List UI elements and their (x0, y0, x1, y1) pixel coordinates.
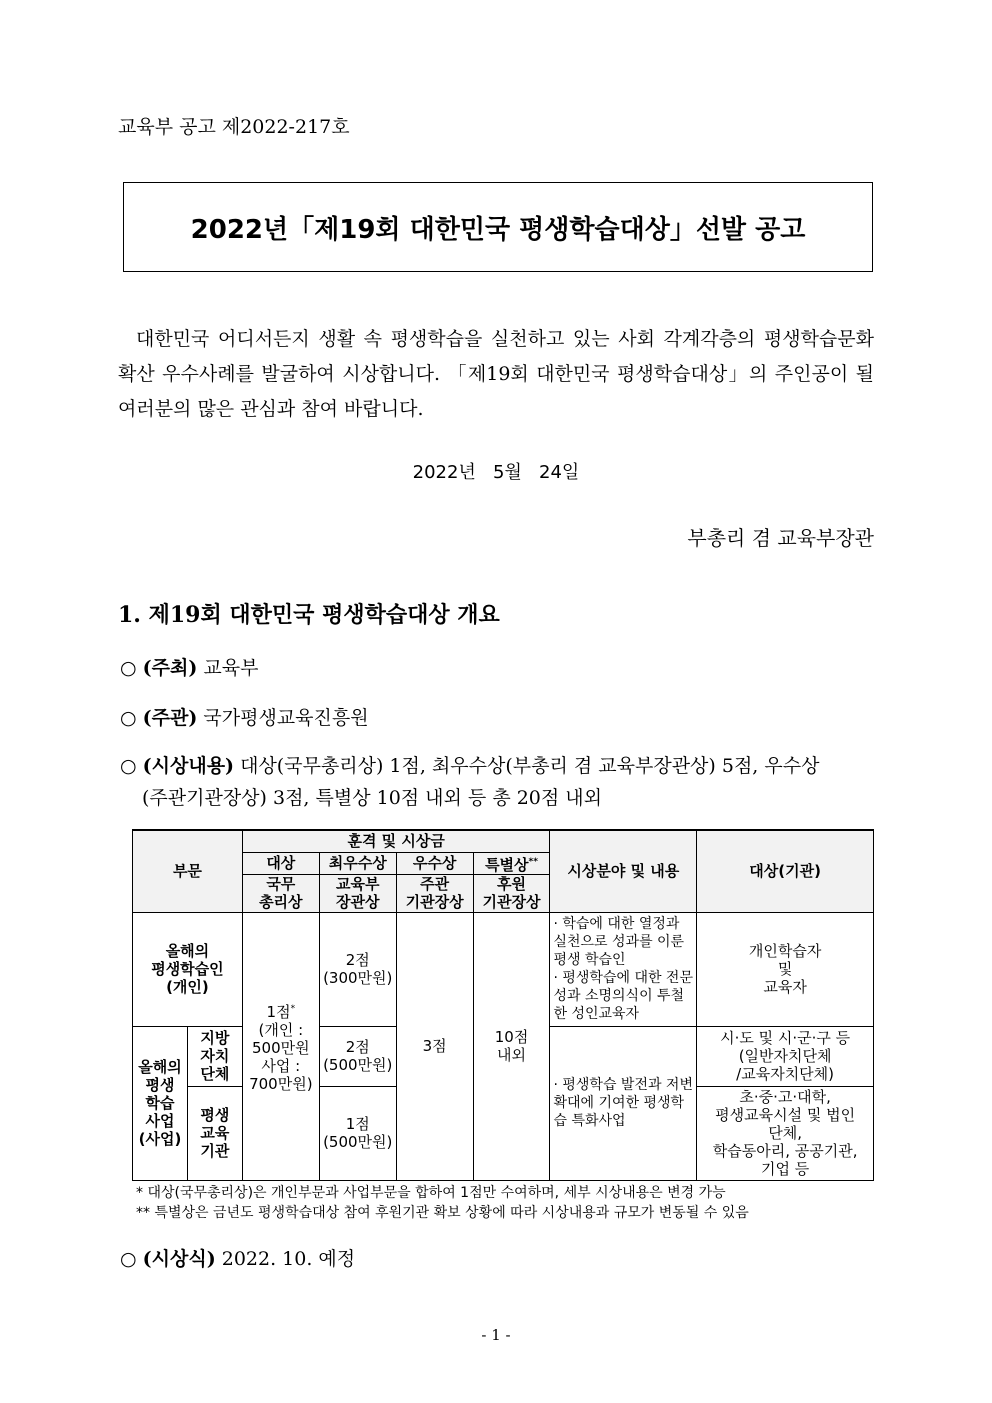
row-edu-institution-target: 초·중·고·대학, 평생교육시설 및 법인 단체, 학습동아리, 공공기관, 기업 등 (697, 1086, 874, 1180)
table-notes (136, 1183, 749, 1223)
header-category: 부문 (133, 830, 243, 912)
grand-cell (242, 912, 319, 1180)
title-box (123, 182, 873, 272)
header-grand-sub: 국무 총리상 (242, 874, 319, 912)
row-local-gov: 지방 자치 단체 (187, 1026, 242, 1086)
row-edu-institution: 평생 교육 기관 (187, 1086, 242, 1180)
grand-value: 1점 (266, 1002, 291, 1021)
note-2: ** 특별상은 금년도 평생학습대상 참여 후원기관 확보 상황에 따라 시상내용과 규모가 변동될 수 있음 (136, 1205, 749, 1221)
bullet-host (120, 653, 258, 680)
bullet-ceremony (120, 1244, 355, 1271)
header-special (473, 852, 550, 874)
bullet-ceremony-label: (시상식) (142, 1248, 216, 1270)
header-special-sub: 후원 기관장상 (473, 874, 550, 912)
row-edu-institution-excellent: 1점 (500만원) (319, 1086, 396, 1180)
page-number: - 1 - (481, 1326, 511, 1344)
row-local-gov-target: 시·도 및 시·군·구 등 (일반자치단체 /교육자치단체) (697, 1026, 874, 1086)
section-1-title: 1. 제19회 대한민국 평생학습대상 개요 (118, 602, 500, 628)
bullet-mark: ○ (120, 755, 137, 777)
notice-date: 2022년 5월 24일 (412, 462, 580, 483)
bullet-host-value: 교육부 (203, 657, 259, 679)
merit-value: 3점 (396, 912, 473, 1180)
header-grand: 대상 (242, 852, 319, 874)
header-merit-sub: 주관 기관장상 (396, 874, 473, 912)
document-title: 2022년「제19회 대한민국 평생학습대상」선발 공고 (190, 214, 806, 245)
bullet-organizer (120, 703, 369, 730)
bullet-awards-label: (시상내용) (142, 755, 235, 777)
field-item: · 평생학습에 대한 전문성과 소명의식이 투철한 성인교육자 (553, 970, 693, 1022)
note-1: * 대상(국무총리상)은 개인부문과 사업부문을 합하여 1점만 수여하며, 세부 시상내용은 변경 가능 (136, 1185, 726, 1201)
row-individual-field (550, 912, 697, 1026)
bullet-awards-value-1: 대상(국무총리상) 1점, 최우수상(부총리 겸 교육부장관상) 5점, 우수상 (240, 755, 820, 777)
notice-number: 교육부 공고 제2022-217호 (118, 116, 350, 138)
bullet-organizer-value: 국가평생교육진흥원 (203, 707, 369, 729)
intro-paragraph: 대한민국 어디서든지 생활 속 평생학습을 실천하고 있는 사회 각계각층의 평생학습문화 확산 우수사례를 발굴하여 시상합니다. 「제19회 대한민국 평생학습대상」의 주인공이 될 여러분의 많은 관심과 참여 바랍니다. (118, 328, 874, 420)
header-target: 대상(기관) (697, 830, 874, 912)
awards-table (132, 829, 874, 1181)
row-individual-category: 올해의 평생학습인 (개인) (133, 912, 243, 1026)
header-awards: 훈격 및 시상금 (242, 830, 550, 852)
field-item: · 학습에 대한 열정과 실천으로 성과를 이룬 평생 학습인 (553, 916, 685, 968)
bullet-mark: ○ (120, 1248, 137, 1270)
header-special-mark: ** (528, 856, 538, 867)
bullet-organizer-label: (주관) (142, 707, 198, 729)
header-field: 시상분야 및 내용 (550, 830, 697, 912)
bullet-awards (120, 750, 875, 814)
bullet-mark: ○ (120, 657, 137, 679)
row-individual-target: 개인학습자 및 교육자 (697, 912, 874, 1026)
bullet-host-label: (주최) (142, 657, 198, 679)
bullet-awards-value-2: (주관기관장상) 3점, 특별상 10점 내외 등 총 20점 내외 (142, 787, 602, 809)
row-project-category: 올해의 평생 학습 사업 (사업) (133, 1026, 188, 1180)
header-excellent-sub: 교육부 장관상 (319, 874, 396, 912)
bullet-mark: ○ (120, 707, 137, 729)
row-individual-excellent: 2점 (300만원) (319, 912, 396, 1026)
row-local-gov-excellent: 2점 (500만원) (319, 1026, 396, 1086)
header-excellent: 최우수상 (319, 852, 396, 874)
signer: 부총리 겸 교육부장관 (687, 526, 874, 550)
header-special-label: 특별상 (485, 855, 529, 874)
header-merit: 우수상 (396, 852, 473, 874)
special-value: 10점 내외 (473, 912, 550, 1180)
grand-detail: (개인 : 500만원 사업 : 700만원) (249, 1020, 313, 1093)
grand-mark: * (290, 1003, 296, 1014)
row-project-field: · 평생학습 발전과 저변 확대에 기여한 평생학습 특화사업 (550, 1026, 697, 1180)
bullet-ceremony-value: 2022. 10. 예정 (221, 1248, 356, 1270)
